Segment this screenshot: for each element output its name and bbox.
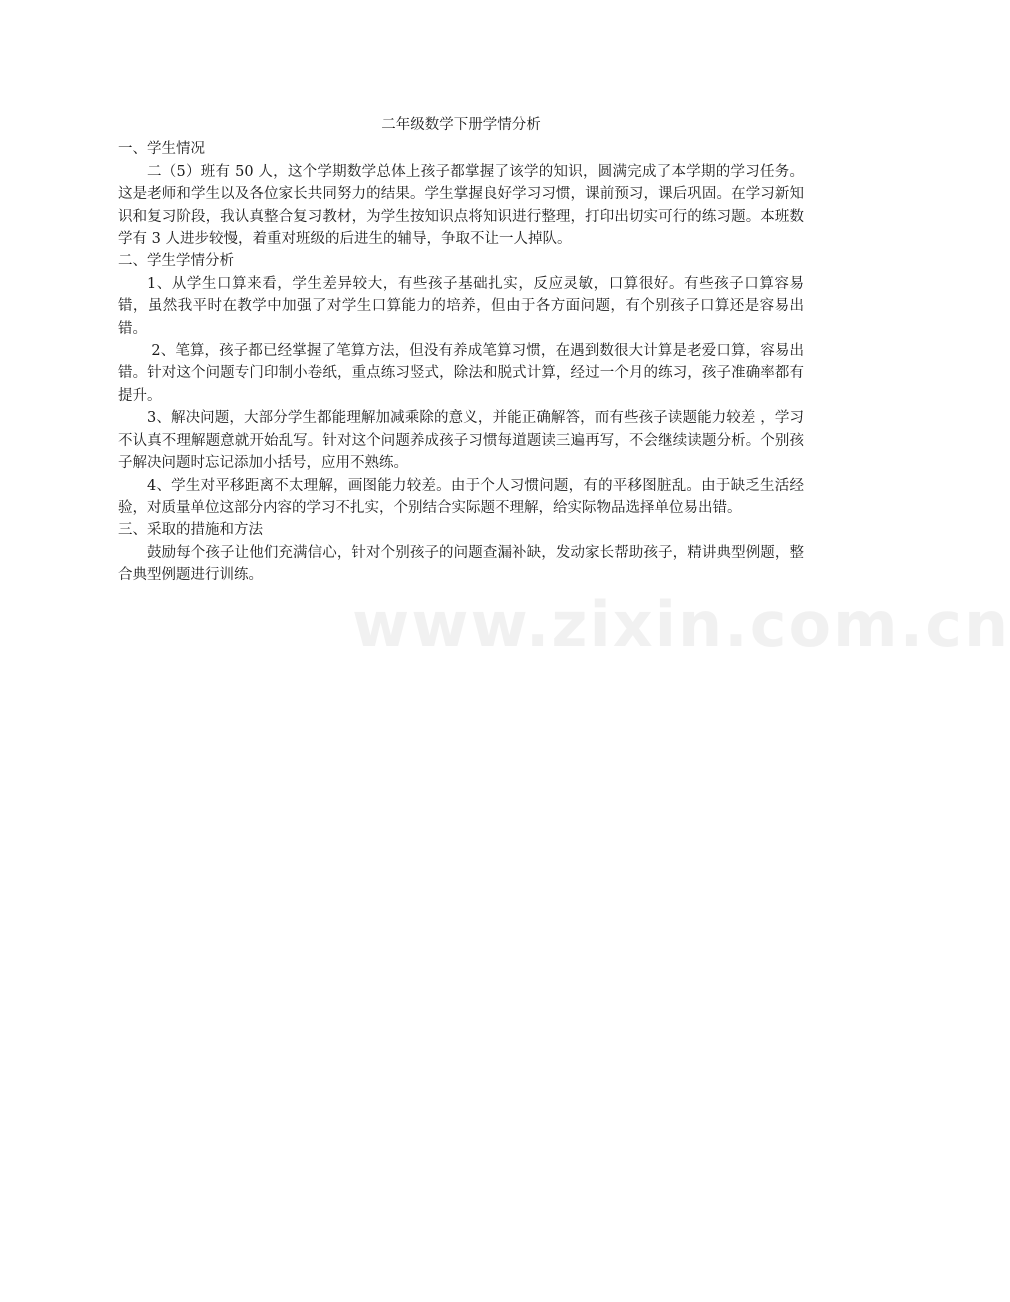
document-page — [118, 114, 804, 587]
document-title: 二年级数学下册学情分析 — [381, 117, 541, 133]
section-heading: 二、学生学情分析 — [118, 253, 234, 270]
paragraph: 4、学生对平移距离不太理解，画图能力较差。由于个人习惯问题，有的平移图脏乱。由于缺乏生活经验，对质量单位这部分内容的学习不扎实，个别结合实际题不理解，给实际物品选择单位易出错。 — [118, 477, 804, 516]
paragraph: 1、从学生口算来看，学生差异较大，有些孩子基础扎实，反应灵敏，口算很好。有些孩子口算容易错，虽然我平时在教学中加强了对学生口算能力的培养，但由于各方面问题，有个别孩子口算还是容易出错。 — [118, 275, 804, 337]
watermark-text: www.zixin.com.cn — [352, 588, 1010, 661]
section-learning-analysis — [118, 250, 804, 519]
section-student-situation — [118, 138, 804, 250]
paragraph: 2、笔算，孩子都已经掌握了笔算方法，但没有养成笔算习惯，在遇到数很大计算是老爱口算，容易出错。针对这个问题专门印制小卷纸，重点练习竖式，除法和脱式计算，经过一个月的练习，孩子准确率都有提升。 — [118, 343, 804, 404]
paragraph: 3、解决问题，大部分学生都能理解加减乘除的意义，并能正确解答，而有些孩子读题能力较差 ，学习不认真不理解题意就开始乱写。针对这个问题养成孩子习惯每道题读三遍再写，不会继续读题分析。个别孩子解决问题时忘记添加小括号，应用不熟练。 — [118, 410, 804, 472]
paragraph: 二（5）班有 50 人，这个学期数学总体上孩子都掌握了该学的知识，圆满完成了本学期的学习任务。这是老师和学生以及各位家长共同努力的结果。学生掌握良好学习习惯，课前预习，课后巩固。在学习新知识和复习阶段，我认真整合复习教材，为学生按知识点将知识进行整理，打印出切实可行的练习题。本班数学有 3 人进步较慢，着重对班级的后进生的辅导，争取不让一人掉队。 — [118, 163, 804, 248]
section-heading: 三、采取的措施和方法 — [118, 522, 263, 539]
section-measures — [118, 519, 804, 586]
section-heading: 一、学生情况 — [118, 141, 205, 158]
paragraph: 鼓励每个孩子让他们充满信心，针对个别孩子的问题查漏补缺，发动家长帮助孩子，精讲典型例题，整合典型例题进行训练。 — [118, 544, 804, 584]
